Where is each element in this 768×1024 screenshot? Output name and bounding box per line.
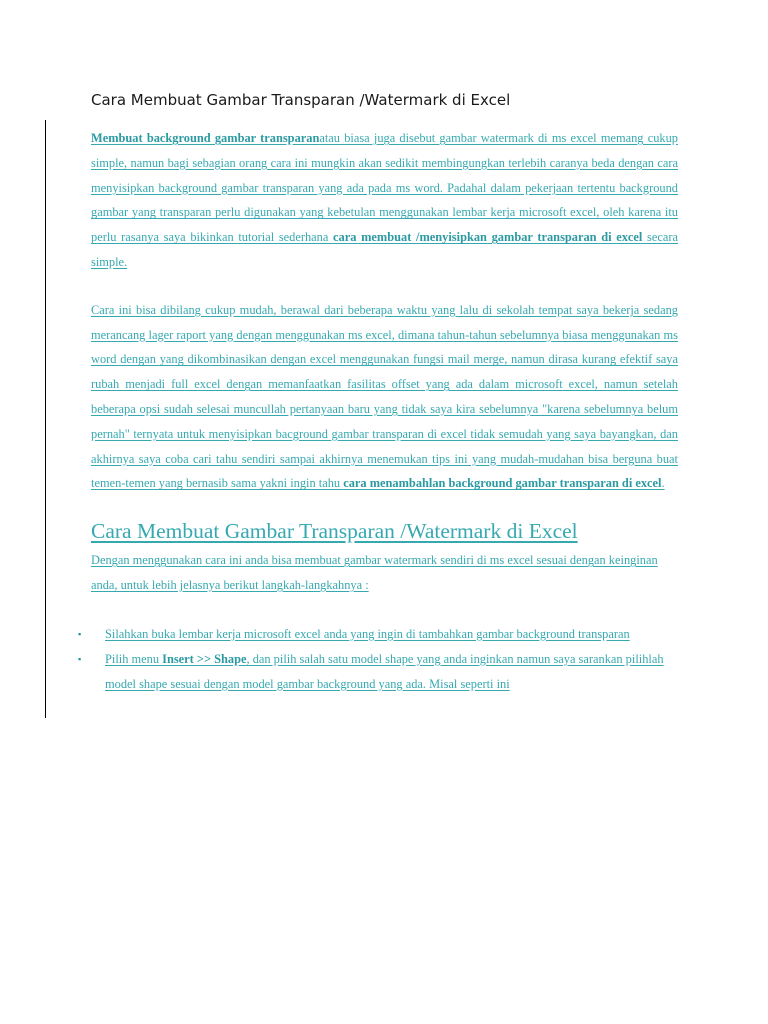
intro-bold-phrase[interactable]: cara membuat /menyisipkan gambar transparan di excel xyxy=(333,230,643,245)
step-2-text-a[interactable]: Pilih menu xyxy=(105,651,163,666)
story-bold-phrase[interactable]: cara menambahlan background gambar transparan di excel xyxy=(343,476,662,491)
intro-paragraph[interactable] xyxy=(91,126,678,275)
intro-text-b[interactable]: secara simple. xyxy=(91,230,678,269)
background-story-paragraph[interactable] xyxy=(91,298,678,496)
section-intro-paragraph[interactable]: Dengan menggunakan cara ini anda bisa membuat gambar watermark sendiri di ms excel sesuai dengan keinginan anda, untuk lebih jelasnya berikut langkah-langkahnya : xyxy=(91,553,658,592)
story-text-b[interactable]: . xyxy=(661,476,665,491)
step-1-text[interactable]: Silahkan buka lembar kerja microsoft excel anda yang ingin di tambahkan gambar background transparan xyxy=(105,626,630,641)
section-heading[interactable]: Cara Membuat Gambar Transparan /Watermark di Excel xyxy=(91,519,578,544)
list-item xyxy=(78,622,678,647)
intro-bold-lead[interactable]: Membuat background gambar transparan xyxy=(91,131,320,145)
step-2-text[interactable] xyxy=(105,647,678,697)
step-2-text-b[interactable]: , dan pilih salah satu model shape yang anda inginkan namun saya sarankan pilihlah model shape sesuai dengan model gambar background yang ada. Misal seperti ini xyxy=(105,651,664,691)
steps-list xyxy=(78,622,678,697)
step-2-bold-menu[interactable]: Insert >> Shape xyxy=(162,651,247,666)
document-body xyxy=(78,126,678,697)
document-header-title: Cara Membuat Gambar Transparan /Watermark di Excel xyxy=(91,91,511,109)
square-bullet-icon: ▪ xyxy=(78,653,82,664)
square-bullet-icon: ▪ xyxy=(78,628,82,639)
list-item xyxy=(78,647,678,697)
intro-text-a[interactable]: atau biasa juga disebut gambar watermark di ms excel memang cukup simple, namun bagi sebagian orang cara ini mungkin akan sedikit membingungkan terlebih caranya beda dengan cara menyisipkan background gambar transparan yang ada pada ms word. Padahal dalam pekerjaan tertentu background gambar yang transparan perlu digunakan yang kebetulan menggunakan lembar kerja microsoft excel, oleh karena itu perlu rasanya saya bikinkan tutorial sederhana xyxy=(91,131,678,245)
page-margin-rule xyxy=(45,120,46,718)
story-text-a[interactable]: Cara ini bisa dibilang cukup mudah, berawal dari beberapa waktu yang lalu di sekolah tempat saya bekerja sedang merancang lager raport yang dengan menggunakan ms excel, dimana tahun-tahun sebelumnya biasa menggunakan ms word dengan yang dikombinasikan dengan excel menggunakan fungsi mail merge, namun dirasa kurang efektif saya rubah menjadi full excel dengan memanfaatkan fasilitas offset yang ada dalam microsoft excel, namun setelah beberapa opsi sudah selesai muncullah pertanyaan baru yang tidak saya kira sebelumnya "karena sebelumnya belum pernah" ternyata untuk menyisipkan bacground gambar transparan di excel tidak semudah yang saya bayangkan, dan akhirnya saya coba cari tahu sendiri sampai akhirnya menemukan tips ini yang mudah-mudahan bisa berguna buat temen-temen yang bernasib sama yakni ingin tahu xyxy=(91,302,678,491)
